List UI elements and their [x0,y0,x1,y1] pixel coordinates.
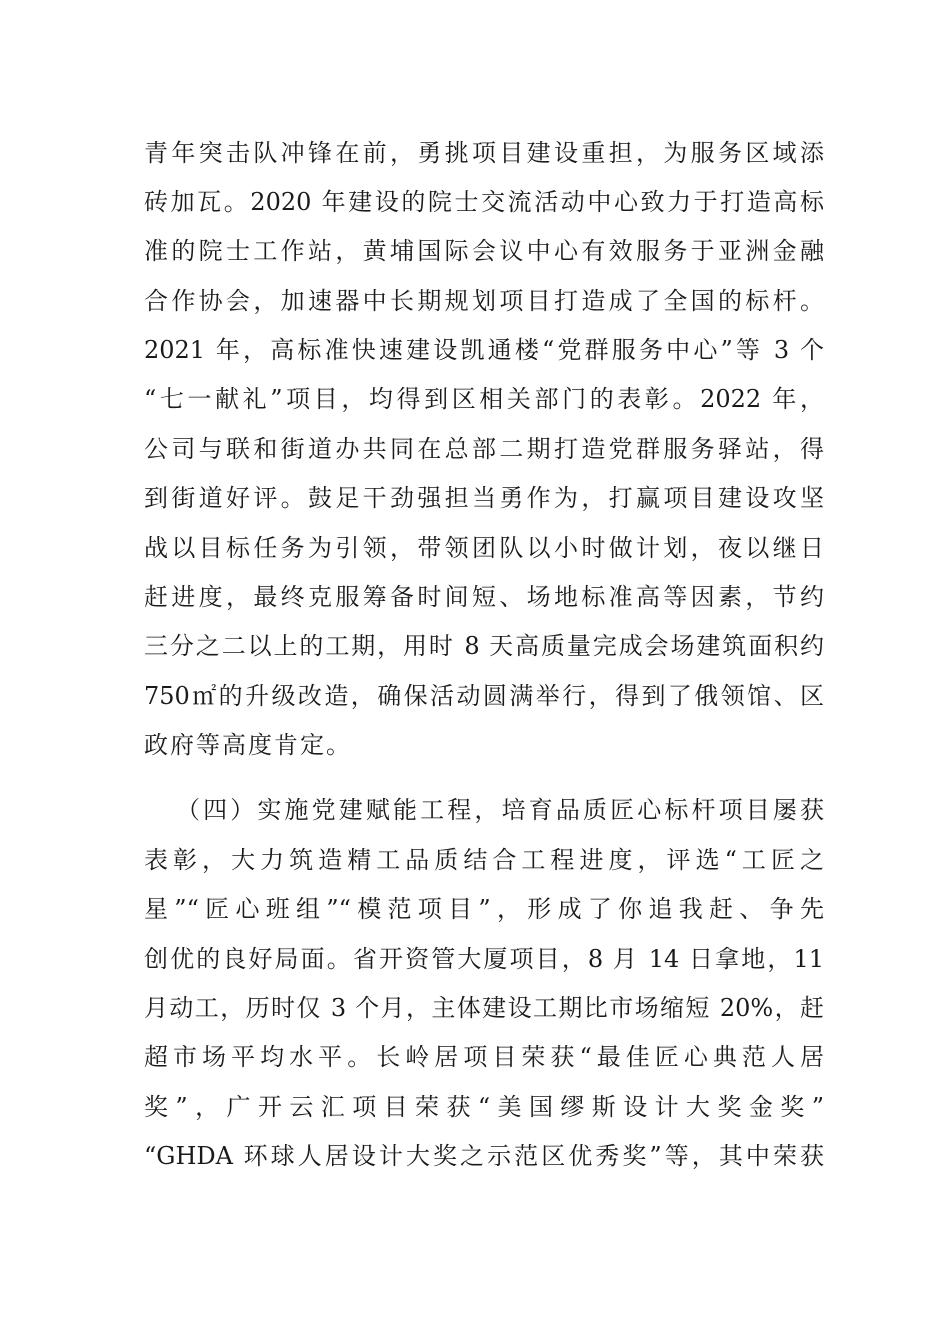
paragraph-line: 表彰，大力筑造精工品质结合工程进度，评选“工匠之 [144,846,824,874]
paragraph-line: “GHDA 环球人居设计大奖之示范区优秀奖”等，其中荣获 [144,1142,824,1170]
paragraph-line: 超市场平均水平。长岭居项目荣获“最佳匠心典范人居 [144,1043,824,1071]
paragraph-line: “七一献礼”项目，均得到区相关部门的表彰。2022 年， [144,385,824,413]
paragraph-line: 三分之二以上的工期，用时 8 天高质量完成会场建筑面积约 [144,632,824,660]
paragraph-line: 砖加瓦。2020 年建设的院士交流活动中心致力于打造高标 [144,188,824,216]
paragraph-line: 星”“匠心班组”“模范项目”，形成了你追我赶、争先 [144,895,824,923]
paragraph-line: （四）实施党建赋能工程，培育品质匠心标杆项目屡获 [176,796,824,824]
paragraph-line: 赶进度，最终克服筹备时间短、场地标准高等因素，节约 [144,583,824,611]
paragraph-line: 奖”，广开云汇项目荣获“美国缪斯设计大奖金奖” [144,1093,824,1121]
paragraph-line: 750㎡的升级改造，确保活动圆满举行，得到了俄领馆、区 [144,682,824,710]
paragraph-line: 准的院士工作站，黄埔国际会议中心有效服务于亚洲金融 [144,237,824,265]
paragraph-line: 创优的良好局面。省开资管大厦项目，8 月 14 日拿地，11 [144,945,824,973]
paragraph-line: 月动工，历时仅 3 个月，主体建设工期比市场缩短 20%，赶 [144,994,824,1022]
paragraph-line: 到街道好评。鼓足干劲强担当勇作为，打赢项目建设攻坚 [144,484,824,512]
paragraph-line: 战以目标任务为引领，带领团队以小时做计划，夜以继日 [144,534,824,562]
paragraph-line: 青年突击队冲锋在前，勇挑项目建设重担，为服务区域添 [144,139,824,167]
paragraph-line: 2021 年，高标准快速建设凯通楼“党群服务中心”等 3 个 [144,336,824,364]
paragraph-line: 公司与联和街道办共同在总部二期打造党群服务驿站，得 [144,435,824,463]
paragraph-line: 政府等高度肯定。 [144,731,352,759]
paragraph-line: 合作协会，加速器中长期规划项目打造成了全国的标杆。 [144,287,824,315]
